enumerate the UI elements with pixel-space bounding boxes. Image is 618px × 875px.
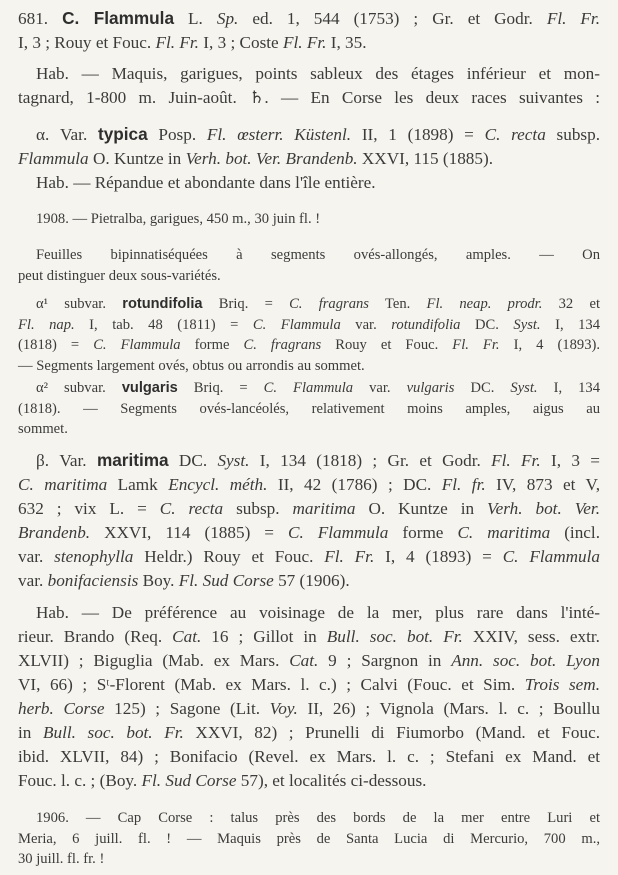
text-line: 1906. — Cap Corse : talus près des bords de la mer entre Luri et	[36, 810, 600, 826]
species-name: C. Flammula	[62, 8, 175, 28]
text-line: ibid. XLVII, 84) ; Bonifacio (Revel. ex Mars. l. c. ; Stefani ex Mand. et	[18, 747, 600, 766]
text-line: Hab. — Maquis, garigues, points sableux des étages inférieur et mon-	[36, 64, 600, 83]
entry-681-heading	[18, 6, 600, 55]
subvar-vulgaris	[18, 378, 600, 440]
text-line: 30 juill. fl. fr. !	[18, 851, 105, 867]
var-typica-heading	[18, 122, 600, 195]
subvar-rotundifolia	[18, 294, 600, 376]
text-line: β. Var. maritima DC. Syst. I, 134 (1818) ; Gr. et Godr. Fl. Fr. I, 3 =	[36, 450, 600, 470]
text-line: Flammula O. Kuntze in Verh. bot. Ver. Brandenb. XXVI, 115 (1885).	[18, 149, 494, 168]
text-line: Brandenb. XXVI, 114 (1885) = C. Flammula forme C. maritima (incl.	[18, 523, 601, 542]
text-line: Feuilles bipinnatiséquées à segments ovés-allongés, amples. — On	[36, 247, 600, 263]
var-typica-record	[18, 209, 600, 230]
text-line: I, 3 ; Rouy et Fouc. Fl. Fr. I, 3 ; Coste Fl. Fr. I, 35.	[18, 33, 367, 52]
text-line: 681. C. Flammula L. Sp. ed. 1, 544 (1753) ; Gr. et Godr. Fl. Fr.	[18, 8, 600, 28]
var-maritima-record	[18, 808, 600, 870]
text-line: 1908. — Pietralba, garigues, 450 m., 30 juin fl. !	[36, 211, 321, 227]
text-line: α² subvar. vulgaris Briq. = C. Flammula var. vulgaris DC. Syst. I, 134	[36, 380, 600, 396]
text-line: Meria, 6 juill. fl. ! — Maquis près de Santa Lucia di Mercurio, 700 m.,	[18, 830, 600, 847]
var-maritima-heading	[18, 448, 600, 593]
text-line: α¹ subvar. rotundifolia Briq. = C. fragrans Ten. Fl. neap. prodr. 32 et	[36, 296, 600, 312]
text-line: (1818) = C. Flammula forme C. fragrans Rouy et Fouc. Fl. Fr. I, 4 (1893).	[18, 337, 600, 353]
var-typica-notes	[18, 245, 600, 286]
text-line: XLVII) ; Biguglia (Mab. ex Mars. Cat. 9 ; Sargnon in Ann. soc. bot. Lyon	[18, 651, 600, 670]
text-line: C. maritima Lamk Encycl. méth. II, 42 (1786) ; DC. Fl. fr. IV, 873 et V,	[18, 475, 601, 494]
text-line: 632 ; vix L. = C. recta subsp. maritima O. Kuntze in Verh. bot. Ver.	[18, 499, 600, 518]
text-line: α. Var. typica Posp. Fl. œsterr. Küstenl. II, 1 (1898) = C. recta subsp.	[36, 124, 601, 144]
entry-681-habitat	[18, 62, 600, 110]
text-line: Hab. — De préférence au voisinage de la mer, plus rare dans l'inté-	[36, 603, 600, 622]
text-line: var. bonifaciensis Boy. Fl. Sud Corse 57 (1906).	[18, 571, 350, 590]
text-line: sommet.	[18, 421, 68, 437]
text-line: var. stenophylla Heldr.) Rouy et Fouc. Fl. Fr. I, 4 (1893) = C. Flammula	[18, 547, 600, 566]
text-line: Fl. nap. I, tab. 48 (1811) = C. Flammula var. rotundifolia DC. Syst. I, 134	[18, 316, 601, 333]
text-line: rieur. Brando (Req. Cat. 16 ; Gillot in Bull. soc. bot. Fr. XXIV, sess. extr.	[18, 627, 600, 646]
text-line: in Bull. soc. bot. Fr. XXVI, 82) ; Prunelli di Fiumorbo (Mand. et Fouc.	[18, 723, 600, 742]
text-line: peut distinguer deux sous-variétés.	[18, 267, 221, 284]
text-line: VI, 66) ; Sᵗ-Florent (Mab. ex Mars. l. c.) ; Calvi (Fouc. et Sim. Trois sem.	[18, 675, 600, 694]
text-line: — Segments largement ovés, obtus ou arrondis au sommet.	[18, 357, 365, 374]
text-line: Fouc. l. c. ; (Boy. Fl. Sud Corse 57), et localités ci-dessous.	[18, 771, 427, 790]
variety-name: typica	[97, 124, 148, 144]
text-line: (1818). — Segments ovés-lancéolés, relativement moins amples, aigus au	[18, 400, 600, 417]
text-line: herb. Corse 125) ; Sagone (Lit. Voy. II, 26) ; Vignola (Mars. l. c. ; Boullu	[18, 699, 600, 718]
text-line: tagnard, 1-800 m. Juin-août. ♄. — En Corse les deux races suivantes :	[18, 88, 600, 107]
text-line: Hab. — Répandue et abondante dans l'île entière.	[36, 173, 376, 192]
var-maritima-habitat	[18, 601, 600, 793]
